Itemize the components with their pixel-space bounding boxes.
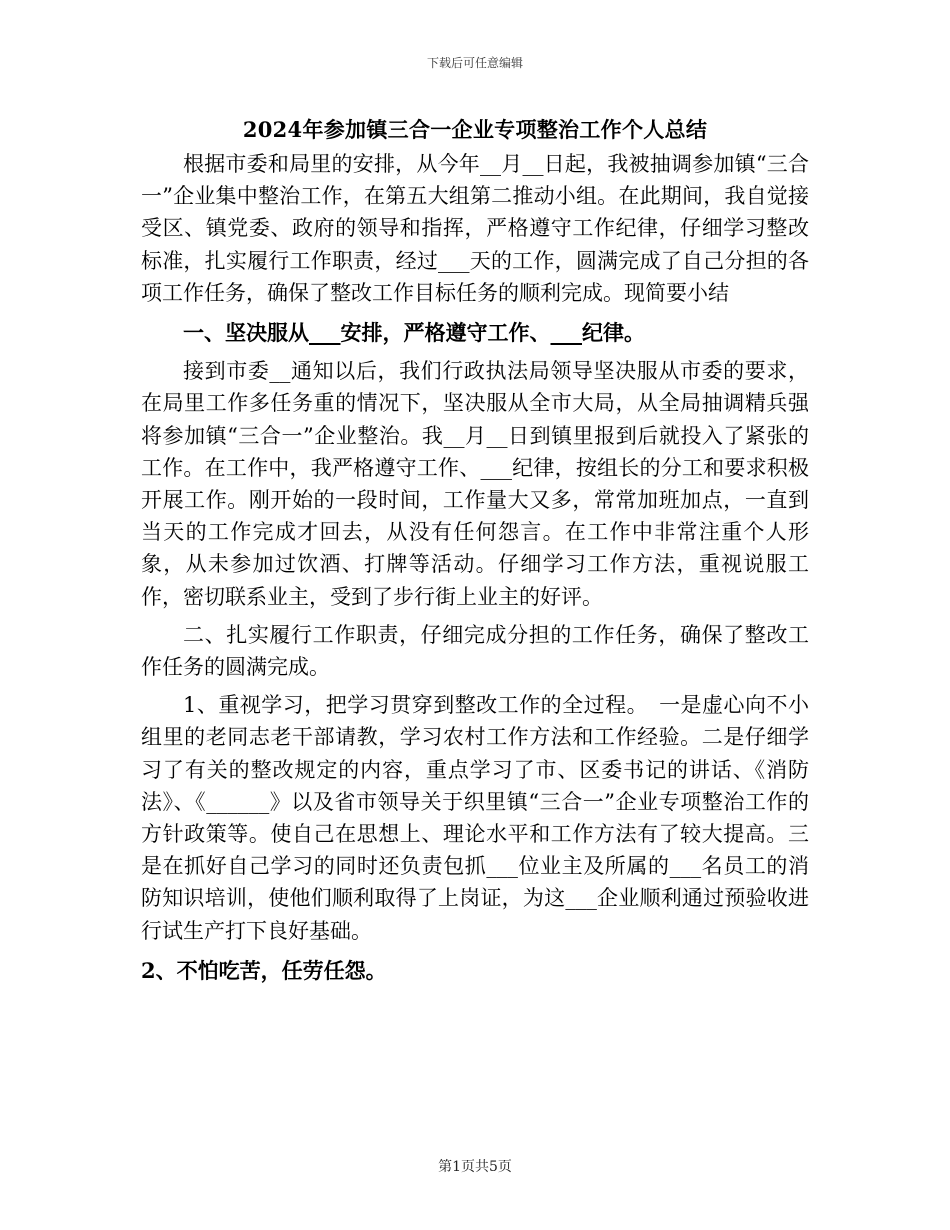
header-note: 下载后可任意编辑 bbox=[426, 56, 523, 70]
document-body bbox=[141, 148, 809, 993]
paragraph-intro: 根据市委和局里的安排，从今年__月__日起，我被抽调参加镇“三合一”企业集中整治工作，在第五大组第二推动小组。在此期间，我自觉接受区、镇党委、政府的领导和指挥，严格遵守工作纪律，仔细学习整改标准，扎实履行工作职责，经过___天的工作，圆满完成了自己分担的各项工作任务，确保了整改工作目标任务的顺利完成。现简要小结 bbox=[141, 152, 809, 305]
document-title: 2024年参加镇三合一企业专项整治工作个人总结 bbox=[242, 117, 708, 142]
paragraph-study: 1、重视学习，把学习贯穿到整改工作的全过程。 一是虚心向不小组里的老同志老干部请教，学习农村工作方法和工作经验。二是仔细学习了有关的整改规定的内容，重点学习了市、区委书记的讲话、《消防法》、《______》以及省市领导关于织里镇“三合一”企业专项整治工作的方针政策等。使自己在思想上、理论水平和工作方法有了较大提高。三是在抓好自己学习的同时还负责包抓___位业主及所属的___名员工的消防知识培训，使他们顺利取得了上岗证，为这___企业顺利通过预验收进行试生产打下良好基础。 bbox=[141, 693, 809, 943]
section-heading-2: 2、不怕吃苦，任劳任怨。 bbox=[141, 957, 387, 983]
paragraph-section-1: 接到市委__通知以后，我们行政执法局领导坚决服从市委的要求，在局里工作多任务重的情况下，坚决服从全市大局，从全局抽调精兵强将参加镇“三合一”企业整治。我__月__日到镇里报到后就投入了紧张的工作。在工作中，我严格遵守工作、___纪律，按组长的分工和要求积极开展工作。刚开始的一段时间，工作量大又多，常常加班加点，一直到当天的工作完成才回去，从没有任何怨言。在工作中非常注重个人形象，从未参加过饮酒、打牌等活动。仔细学习工作方法，重视说服工作，密切联系业主，受到了步行街上业主的好评。 bbox=[141, 359, 809, 609]
page-number-footer: 第1页共5页 bbox=[438, 1159, 512, 1175]
paragraph-section-2-heading: 二、扎实履行工作职责，仔细完成分担的工作任务，确保了整改工作任务的圆满完成。 bbox=[141, 622, 809, 680]
section-heading-1: 一、坚决服从___安排，严格遵守工作、___纪律。 bbox=[183, 320, 645, 346]
